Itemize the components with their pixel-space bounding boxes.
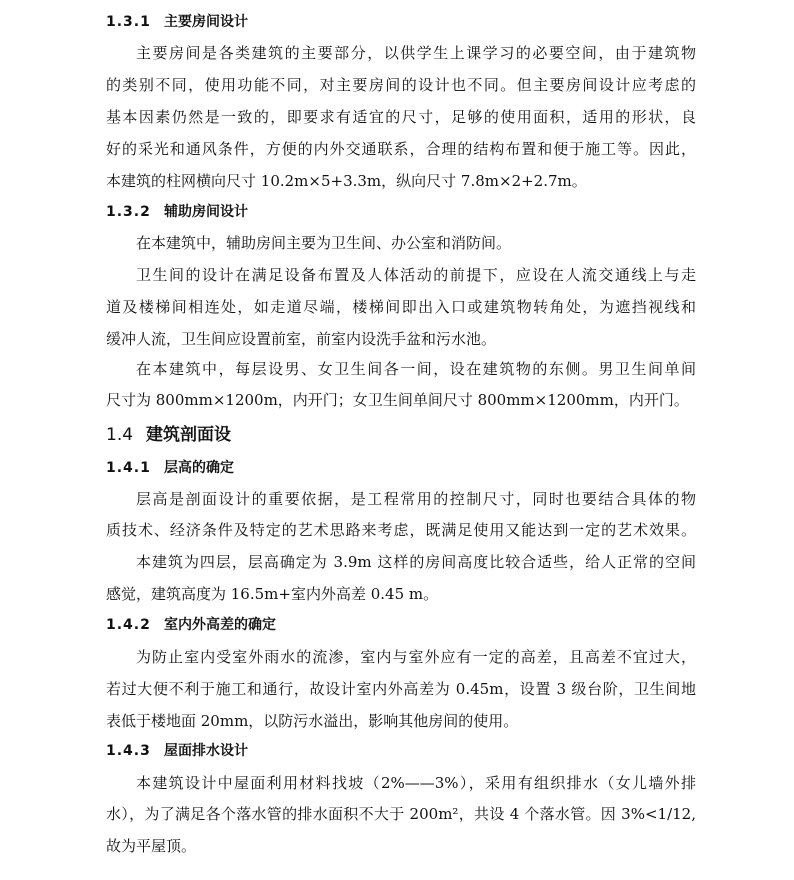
paragraph-line: 感觉，建筑高度为 16.5m+室内外高差 0.45 m。 (106, 585, 439, 603)
heading-1-4-1 (106, 458, 234, 478)
paragraph-line: 质技术、经济条件及特定的艺术思路来考虑，既满足使用又能达到一定的艺术效果。 (106, 521, 696, 539)
section-number: 1.4 (106, 425, 134, 445)
paragraph-line: 在本建筑中，辅助房间主要为卫生间、办公室和消防间。 (136, 234, 512, 252)
paragraph-line: 好的采光和通风条件，方便的内外交通联系，合理的结构布置和便于施工等。因此， (106, 140, 696, 158)
paragraph-line: 在本建筑中，每层设男、女卫生间各一间，设在建筑物的东侧。男卫生间单间 (136, 360, 696, 378)
section-title: 辅助房间设计 (164, 204, 248, 220)
section-number: 1.3.2 (106, 204, 151, 220)
section-title: 建筑剖面设 (146, 425, 231, 445)
paragraph-line: 的类别不同，使用功能不同，对主要房间的设计也不同。但主要房间设计应考虑的 (106, 76, 696, 94)
heading-1-3-1 (106, 12, 248, 32)
paragraph-line: 表低于楼地面 20mm，以防污水溢出，影响其他房间的使用。 (106, 712, 519, 730)
paragraph-line: 本建筑的柱网横向尺寸 10.2m×5+3.3m，纵向尺寸 7.8m×2+2.7m。 (106, 172, 587, 190)
paragraph-line: 若过大便不利于施工和通行，故设计室内外高差为 0.45m，设置 3 级台阶，卫生间地 (106, 680, 696, 698)
section-title: 主要房间设计 (164, 14, 248, 30)
paragraph-line: 层高是剖面设计的重要依据，是工程常用的控制尺寸，同时也要结合具体的物 (136, 490, 696, 508)
section-title: 层高的确定 (164, 460, 234, 476)
paragraph-line: 故为平屋顶。 (106, 837, 197, 855)
heading-1-3-2 (106, 202, 248, 222)
paragraph-line: 缓冲人流，卫生间应设置前室，前室内设洗手盆和污水池。 (106, 330, 497, 348)
paragraph-line: 主要房间是各类建筑的主要部分，以供学生上课学习的必要空间，由于建筑物 (136, 44, 696, 62)
heading-1-4-3 (106, 741, 248, 761)
section-number: 1.4.3 (106, 743, 151, 759)
section-title: 屋面排水设计 (164, 743, 248, 759)
section-number: 1.3.1 (106, 14, 151, 30)
paragraph-line: 水），为了满足各个落水管的排水面积不大于 200m²，共设 4 个落水管。因 3%<1/12, (106, 805, 696, 823)
heading-1-4-2 (106, 615, 276, 635)
paragraph-line: 为防止室内受室外雨水的流渗，室内与室外应有一定的高差，且高差不宜过大， (136, 648, 696, 666)
paragraph-line: 本建筑设计中屋面利用材料找坡（2%——3%），采用有组织排水（女儿墙外排 (136, 774, 696, 792)
section-number: 1.4.2 (106, 617, 151, 633)
paragraph-line: 本建筑为四层，层高确定为 3.9m 这样的房间高度比较合适些，给人正常的空间 (136, 553, 696, 571)
paragraph-line: 道及楼梯间相连处，如走道尽端，楼梯间即出入口或建筑物转角处，为遮挡视线和 (106, 298, 696, 316)
paragraph-line: 尺寸为 800mm×1200m，内开门；女卫生间单间尺寸 800mm×1200mm，内开门。 (106, 391, 689, 409)
heading-1-4 (106, 423, 231, 447)
section-number: 1.4.1 (106, 460, 151, 476)
section-title: 室内外高差的确定 (164, 617, 276, 633)
paragraph-line: 基本因素仍然是一致的，即要求有适宜的尺寸，足够的使用面积，适用的形状，良 (106, 108, 696, 126)
paragraph-line: 卫生间的设计在满足设备布置及人体活动的前提下，应设在人流交通线上与走 (136, 266, 696, 284)
